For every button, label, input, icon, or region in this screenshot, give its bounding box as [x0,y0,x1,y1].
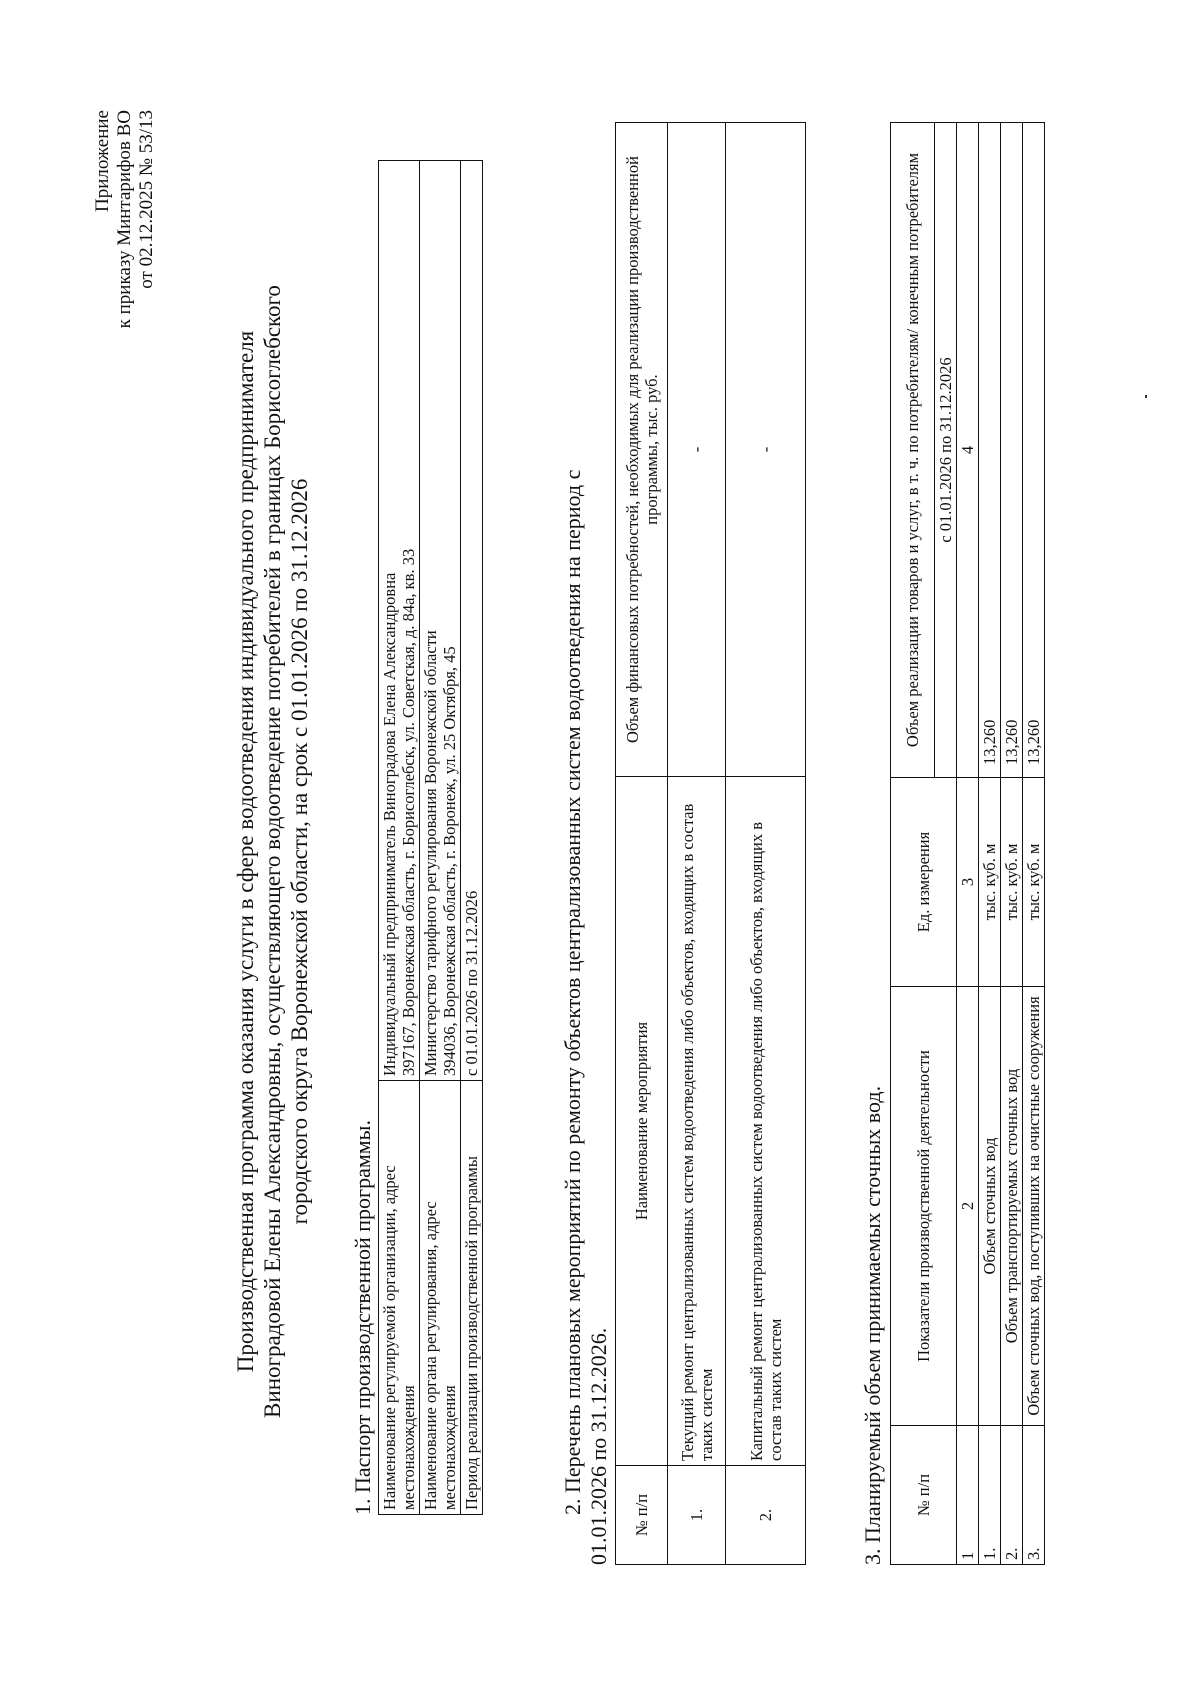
table-row [957,123,979,1565]
table-header-row [616,123,668,1565]
appendix-line: Приложение [92,110,113,212]
table-cell: с 01.01.2026 по 31.12.2026 [461,161,483,1081]
column-header: Объем реализации товаров и услуг, в т. ч. по потребителям/ конечным потребителям [891,123,935,778]
table-cell: 3 [957,778,979,987]
repair-measures-table [615,122,806,1565]
table-cell: Наименование регулируемой организации, адрес местонахождения [379,1081,420,1515]
cell-line: 397167, Воронежская область, г. Борисоглебск, ул. Советская, д. 84а, кв. 33 [399,548,418,1076]
table-cell: Капитальный ремонт централизованных систем водоотведения либо объектов, входящих в состав таких систем [726,777,806,1466]
document-title [232,130,313,1573]
section2-heading [560,122,612,1565]
table-cell: Объем сточных вод, поступивших на очистные сооружения [1023,987,1045,1426]
title-line: Производственная программа оказания услуги в сфере водоотведения индивидуального предпринимателя [233,330,258,1373]
column-header: № п/п [891,1426,957,1565]
table-cell: 2. [1001,1426,1023,1565]
appendix-block [92,110,158,328]
table-row [420,161,461,1515]
heading-line: 2. Перечень плановых мероприятий по ремонту объектов централизованных систем водоотведения на период с [560,469,585,1515]
scan-speck [1145,395,1147,398]
table-cell: тыс. куб. м [1001,778,1023,987]
table-cell: 4 [957,123,979,778]
column-header: Объем финансовых потребностей, необходимых для реализации производственной программы, тыс. руб. [616,123,668,777]
section3-heading: 3. Планируемый объем принимаемых сточных вод. [860,1085,885,1565]
passport-table [378,160,483,1515]
table-row [668,123,726,1565]
table-cell: 13,260 [1023,123,1045,778]
table-row [1023,123,1045,1565]
column-header: с 01.01.2026 по 31.12.2026 [935,123,957,778]
column-header: Наименование мероприятия [616,777,668,1466]
table-cell [379,161,420,1081]
table-cell: 2. [726,1466,806,1565]
title-line: городского округа Воронежской области, на срок с 01.01.2026 по 31.12.2026 [287,478,312,1225]
table-cell: 1. [979,1426,1001,1565]
table-cell: 3. [1023,1426,1045,1565]
column-header: № п/п [616,1466,668,1565]
column-header: Показатели производственной деятельности [891,987,957,1426]
wastewater-volume-table [890,122,1045,1565]
appendix-line: от 02.12.2025 № 53/13 [136,110,157,289]
table-cell: тыс. куб. м [979,778,1001,987]
table-row [726,123,806,1565]
table-row [979,123,1001,1565]
table-cell: Объем транспортируемых сточных вод [1001,987,1023,1426]
appendix-line: к приказу Минтарифов ВО [114,110,135,329]
table-cell: Наименование органа регулирования, адрес местонахождения [420,1081,461,1515]
table-cell: тыс. куб. м [1023,778,1045,987]
table-cell: Объем сточных вод [979,987,1001,1426]
table-cell: 1. [668,1466,726,1565]
table-cell: - [668,123,726,777]
heading-line: 01.01.2026 по 31.12.2026. [586,1327,611,1565]
table-cell: - [726,123,806,777]
section1-heading: 1. Паспорт производственной программы. [350,1120,375,1515]
table-cell: 13,260 [1001,123,1023,778]
table-cell: Текущий ремонт централизованных систем водоотведения либо объектов, входящих в состав таких систем [668,777,726,1466]
table-cell: 1 [957,1426,979,1565]
table-cell: 13,260 [979,123,1001,778]
cell-line: 394036, Воронежская область, г. Воронеж, ул. 25 Октября, 45 [440,646,459,1076]
table-row [1001,123,1023,1565]
cell-line: Индивидуальный предприниматель Виноградова Елена Александровна [380,572,399,1076]
table-row [461,161,483,1515]
table-row [379,161,420,1515]
table-cell [420,161,461,1081]
table-cell: Период реализации производственной программы [461,1081,483,1515]
title-line: Виноградовой Елены Александровны, осуществляющего водоотведение потребителей в границах Борисоглебского [260,285,285,1418]
cell-line: Министерство тарифного регулирования Воронежской области [421,630,440,1076]
table-cell: 2 [957,987,979,1426]
table-header-row [891,123,935,1565]
column-header: Ед. измерения [891,778,957,987]
